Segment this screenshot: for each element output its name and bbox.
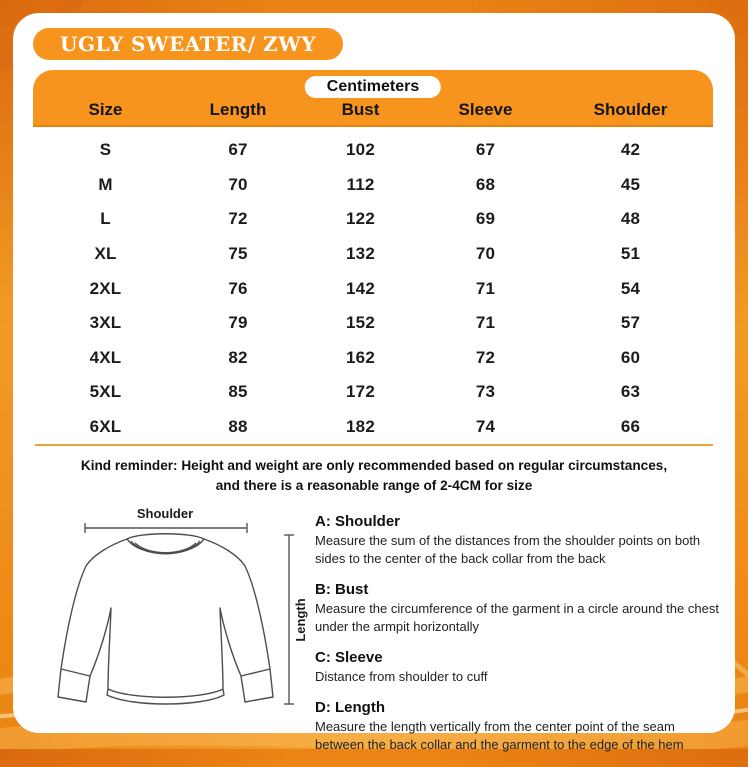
size-cell: S [99, 140, 112, 160]
guide-heading: B: Bust [315, 580, 369, 598]
shoulder-cell: 63 [620, 382, 641, 402]
guide-heading: C: Sleeve [315, 648, 383, 666]
kind-reminder-line1: Kind reminder: Height and weight are only recommended based on regular circumstances, [80, 458, 668, 473]
table-row [33, 341, 713, 376]
table-row [33, 306, 713, 341]
sleeve-cell: 67 [475, 140, 496, 160]
size-cell: 4XL [89, 347, 122, 367]
length-cell: 79 [228, 313, 248, 333]
length-measure-label: Length [293, 598, 308, 642]
sweater-measurement-diagram [55, 505, 315, 723]
bust-cell: 122 [346, 209, 375, 229]
column-header-length: Length [209, 100, 267, 119]
length-cell: 76 [228, 278, 248, 298]
sleeve-cell: 71 [475, 278, 496, 298]
unit-pill: Centimeters [305, 76, 441, 98]
guide-item-bust [315, 581, 723, 636]
guide-item-shoulder [315, 513, 723, 568]
shoulder-cell: 42 [620, 140, 641, 160]
sleeve-cell: 70 [475, 244, 496, 264]
table-row [33, 133, 713, 168]
length-cell: 72 [228, 209, 248, 229]
sleeve-cell: 68 [475, 174, 496, 194]
guide-item-sleeve [315, 649, 723, 686]
shoulder-cell: 48 [620, 209, 641, 229]
bust-cell: 102 [346, 140, 375, 160]
shoulder-cell: 60 [620, 347, 641, 367]
bust-cell: 152 [346, 313, 375, 333]
bust-cell: 162 [346, 347, 375, 367]
shoulder-measure-label: Shoulder [136, 506, 194, 521]
sleeve-cell: 71 [475, 313, 496, 333]
size-chart-card [13, 13, 735, 752]
guide-heading: D: Length [315, 698, 385, 716]
guide-heading: A: Shoulder [315, 513, 400, 530]
length-cell: 70 [228, 174, 248, 194]
shoulder-cell: 66 [620, 417, 641, 437]
length-cell: 75 [228, 244, 248, 264]
shoulder-measure-line [85, 523, 247, 533]
table-row [33, 271, 713, 306]
table-row [33, 168, 713, 203]
size-cell: 2XL [89, 278, 122, 298]
size-cell: 3XL [89, 313, 122, 333]
size-cell: XL [94, 244, 117, 264]
shoulder-cell: 57 [620, 313, 641, 333]
sleeve-cell: 72 [475, 347, 496, 367]
table-row [33, 202, 713, 237]
length-cell: 67 [228, 140, 248, 160]
column-header-shoulder: Shoulder [593, 100, 668, 119]
bust-cell: 142 [346, 278, 375, 298]
guide-text: Measure the length vertically from the center point of the seam between the back collar and the garment to the edge of the hem [315, 718, 684, 752]
size-table-header [33, 70, 713, 127]
guide-text: Distance from shoulder to cuff [315, 668, 488, 684]
size-cell: M [98, 174, 113, 194]
size-cell: L [100, 209, 111, 229]
bust-cell: 182 [346, 417, 375, 437]
column-header-sleeve: Sleeve [458, 100, 513, 119]
size-table-body [33, 127, 713, 444]
sweater-outline [58, 534, 273, 704]
measure-guide [315, 513, 723, 767]
product-title-badge: UGLY SWEATER/ ZWY [33, 28, 343, 60]
size-cell: 6XL [89, 417, 122, 437]
column-header-row [33, 100, 713, 120]
kind-reminder-line2: and there is a reasonable range of 2-4CM for size [215, 478, 533, 494]
length-cell: 82 [228, 347, 248, 367]
size-table [33, 70, 713, 444]
sleeve-cell: 69 [475, 209, 496, 229]
column-header-size: Size [88, 100, 123, 119]
table-row [33, 237, 713, 272]
shoulder-cell: 45 [620, 174, 641, 194]
size-cell: 5XL [89, 382, 122, 402]
shoulder-cell: 54 [620, 278, 641, 298]
column-header-bust: Bust [341, 100, 380, 119]
length-cell: 88 [228, 417, 248, 437]
bust-cell: 112 [346, 174, 375, 194]
sleeve-cell: 73 [475, 382, 496, 402]
guide-item-length [315, 699, 723, 754]
table-row [33, 410, 713, 445]
table-row [33, 375, 713, 410]
sleeve-cell: 74 [475, 417, 496, 437]
bust-cell: 172 [346, 382, 375, 402]
bust-cell: 132 [346, 244, 375, 264]
shoulder-cell: 51 [620, 244, 641, 264]
guide-text: Measure the sum of the distances from the shoulder points on both sides to the center of the back collar from the back [315, 533, 701, 566]
kind-reminder [13, 456, 735, 497]
guide-text: Measure the circumference of the garment in a circle around the chest under the armpit horizontally [315, 600, 719, 634]
divider-line [35, 444, 713, 446]
length-cell: 85 [228, 382, 248, 402]
